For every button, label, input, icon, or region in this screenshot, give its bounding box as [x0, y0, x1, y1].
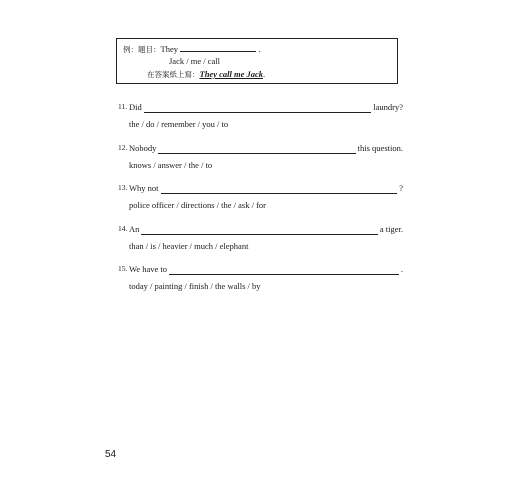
example-answer: They call me Jack [199, 69, 263, 79]
answer-blank [161, 184, 398, 194]
question-text-before: We have to [129, 264, 168, 274]
example-box [116, 38, 398, 84]
example-answer-end: . [263, 69, 266, 79]
question-text-before: Nobody [129, 143, 157, 153]
answer-blank [158, 144, 355, 154]
question-text-after: laundry? [373, 102, 403, 112]
question-number: 13. [118, 183, 128, 192]
question-number: 14. [118, 224, 128, 233]
example-clue: Jack / me / call [169, 56, 220, 66]
question-text-after: ? [399, 183, 403, 193]
example-prompt-end: . [258, 44, 261, 54]
question-text-before: Did [129, 102, 142, 112]
question-14 [118, 223, 403, 252]
page-number: 54 [105, 449, 117, 460]
question-number: 11. [118, 102, 128, 111]
question-number: 12. [118, 143, 128, 152]
answer-blank [144, 103, 372, 113]
answer-blank [169, 265, 399, 275]
question-line [118, 223, 403, 235]
question-text-after: a tiger. [379, 224, 403, 234]
example-label: 例：題目： [123, 45, 161, 54]
example-answer-line [147, 68, 265, 81]
answer-blank [141, 225, 377, 235]
question-text-after: . [400, 264, 403, 274]
question-line [118, 263, 403, 275]
question-line [118, 101, 403, 113]
question-12 [118, 142, 403, 171]
question-13 [118, 182, 403, 211]
question-clue: police officer / directions / the / ask / for [129, 200, 266, 210]
example-prompt-line [123, 42, 260, 56]
question-clue: the / do / remember / you / to [129, 119, 229, 129]
question-text-after: this question. [357, 143, 403, 153]
question-clue: than / is / heavier / much / elephant [129, 241, 249, 251]
question-clue: today / painting / finish / the walls / by [129, 281, 261, 291]
example-answer-label: 在答案紙上寫： [147, 70, 200, 79]
question-line [118, 142, 403, 154]
question-text-before: An [129, 224, 140, 234]
example-prompt-start: They [160, 44, 178, 54]
question-number: 15. [118, 264, 128, 273]
question-line [118, 182, 403, 194]
question-15 [118, 263, 403, 292]
example-blank [180, 42, 256, 52]
question-text-before: Why not [129, 183, 159, 193]
question-11 [118, 101, 403, 130]
question-clue: knows / answer / the / to [129, 160, 213, 170]
